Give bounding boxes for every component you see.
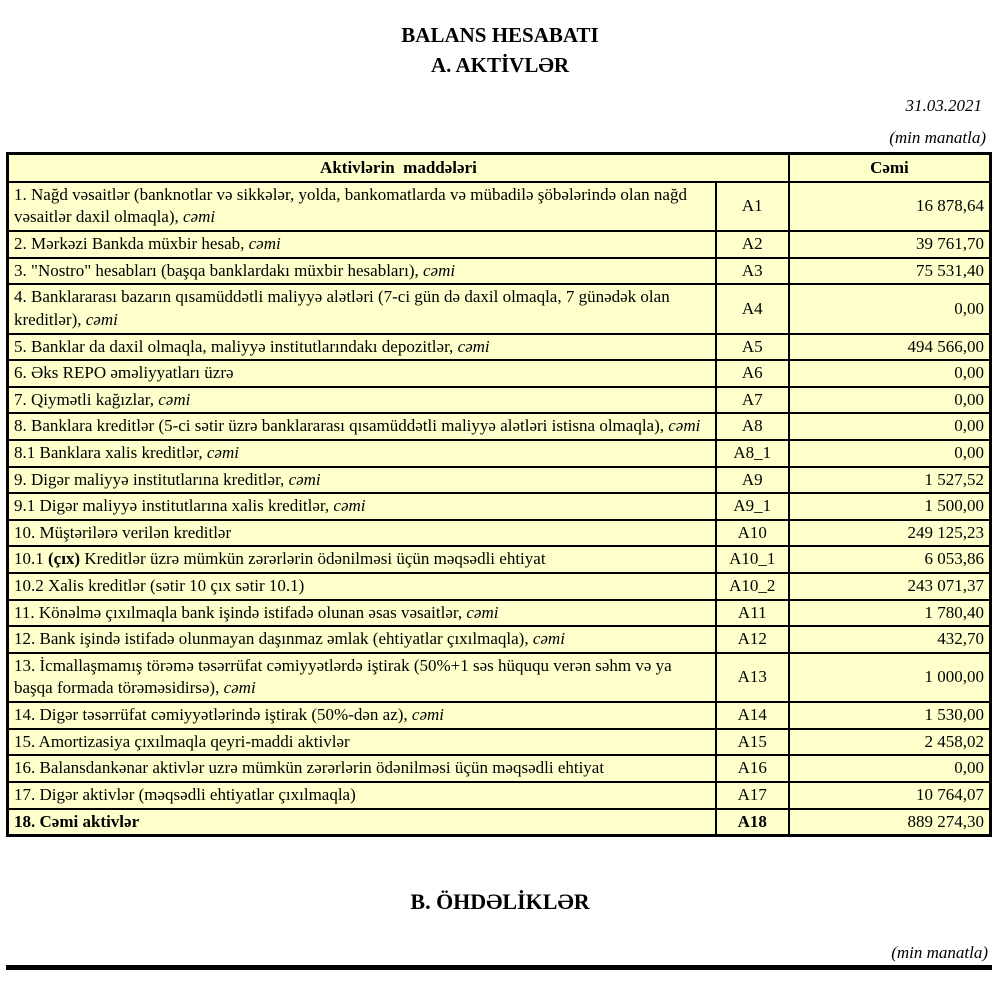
item-value-cell: 0,00 — [789, 755, 991, 782]
item-label-segment: 5. Banklar da daxil olmaqla, maliyyə institutlarındakı depozitlər, — [14, 336, 458, 356]
item-label-cell — [8, 755, 716, 782]
item-code-cell: A4 — [716, 284, 789, 333]
item-code-cell: A8 — [716, 413, 789, 440]
item-value-cell: 432,70 — [789, 626, 991, 653]
section-a-title: A. AKTİVLƏR — [430, 53, 570, 78]
item-value-cell: 1 780,40 — [789, 600, 991, 627]
item-code-cell: A8_1 — [716, 440, 789, 467]
item-value-cell: 6 053,86 — [789, 546, 991, 573]
table-row — [8, 702, 991, 729]
item-value-cell: 0,00 — [789, 413, 991, 440]
item-code-cell: A6 — [716, 360, 789, 387]
item-label-cell — [8, 387, 716, 414]
liabilities-table-top-border — [6, 965, 992, 970]
item-code-cell: A10_1 — [716, 546, 789, 573]
item-label-cell — [8, 729, 716, 756]
item-label-cell — [8, 231, 716, 258]
item-label-segment: 18. Cəmi aktivlər — [14, 811, 140, 831]
item-label-cell — [8, 182, 716, 231]
item-label-segment: cəmi — [333, 496, 366, 516]
item-label-segment: Kreditlər üzrə mümkün zərərlərin ödənilməsi üçün məqsədli ehtiyat — [80, 549, 546, 569]
table-row — [8, 258, 991, 285]
table-row — [8, 600, 991, 627]
item-value-cell: 10 764,07 — [789, 782, 991, 809]
report-date: 31.03.2021 — [905, 95, 982, 115]
table-row — [8, 546, 991, 573]
item-label-cell — [8, 360, 716, 387]
item-label-segment: 9.1 Digər maliyyə institutlarına xalis kreditlər, — [14, 496, 334, 516]
item-label-segment: 6. Əks REPO əməliyyatları üzrə — [14, 363, 234, 383]
item-label-segment: 13. İcmallaşmamış törəmə təsərrüfat cəmiyyətlərdə iştirak (50%+1 səs hüququ verən səhm və ya başqa formada törəməsidirsə), — [14, 655, 672, 698]
table-row — [8, 467, 991, 494]
assets-table-header-row — [8, 153, 991, 182]
table-row — [8, 809, 991, 836]
assets-table — [6, 152, 992, 837]
item-value-cell: 1 530,00 — [789, 702, 991, 729]
item-code-cell: A9 — [716, 467, 789, 494]
table-row — [8, 782, 991, 809]
item-value-cell: 494 566,00 — [789, 334, 991, 361]
item-label-segment: cəmi — [223, 678, 256, 698]
item-value-cell: 243 071,37 — [789, 573, 991, 600]
item-label-cell — [8, 702, 716, 729]
item-label-segment: cəmi — [85, 309, 118, 329]
item-label-segment: 12. Bank işində istifadə olunmayan daşınmaz əmlak (ehtiyatlar çıxılmaqla), — [14, 629, 533, 649]
item-label-cell — [8, 520, 716, 547]
report-title: BALANS HESABATI — [401, 23, 599, 47]
table-row — [8, 520, 991, 547]
item-value-cell: 889 274,30 — [789, 809, 991, 836]
item-code-cell: A18 — [716, 809, 789, 836]
assets-table-body — [8, 182, 991, 836]
item-code-cell: A15 — [716, 729, 789, 756]
table-row — [8, 653, 991, 702]
item-label-cell — [8, 573, 716, 600]
item-label-segment: cəmi — [466, 602, 499, 622]
item-label-cell — [8, 493, 716, 520]
item-label-cell — [8, 782, 716, 809]
table-row — [8, 231, 991, 258]
item-value-cell: 75 531,40 — [789, 258, 991, 285]
item-code-cell: A17 — [716, 782, 789, 809]
item-code-cell: A11 — [716, 600, 789, 627]
item-label-cell — [8, 546, 716, 573]
item-label-segment: cəmi — [423, 260, 456, 280]
item-label-segment: cəmi — [532, 629, 565, 649]
item-value-cell: 16 878,64 — [789, 182, 991, 231]
item-label-segment: 10.1 — [14, 549, 48, 569]
item-label-segment: 15. Amortizasiya çıxılmaqla qeyri-maddi aktivlər — [14, 731, 350, 751]
item-code-cell: A10_2 — [716, 573, 789, 600]
item-label-segment: 4. Banklararası bazarın qısamüddətli maliyyə alətləri (7-ci gün də daxil olmaqla, 7 günədək olan kreditlər), — [14, 287, 670, 329]
item-label-segment: cəmi — [288, 469, 321, 489]
item-label-segment: cəmi — [248, 234, 281, 254]
item-label-cell — [8, 626, 716, 653]
item-value-cell: 39 761,70 — [789, 231, 991, 258]
item-label-cell — [8, 284, 716, 333]
table-row — [8, 755, 991, 782]
table-row — [8, 440, 991, 467]
unit-note-b: (min manatla) — [891, 943, 988, 963]
item-label-cell — [8, 440, 716, 467]
table-row — [8, 493, 991, 520]
items-column-header: Aktivlərin maddələri — [8, 153, 789, 182]
item-label-segment: 11. Könəlmə çıxılmaqla bank işində istifadə olunan əsas vəsaitlər, — [14, 602, 467, 622]
item-label-cell — [8, 600, 716, 627]
item-label-segment: cəmi — [457, 336, 490, 356]
item-label-segment: cəmi — [183, 207, 216, 227]
item-label-segment: 8. Banklara kreditlər (5-ci sətir üzrə banklararası qısamüddətli maliyyə alətləri istisna olmaqla), — [14, 416, 669, 436]
item-label-segment: 14. Digər təsərrüfat cəmiyyətlərində iştirak (50%-dən az), — [14, 705, 412, 725]
item-label-segment: cəmi — [668, 416, 701, 436]
item-value-cell: 1 500,00 — [789, 493, 991, 520]
item-code-cell: A16 — [716, 755, 789, 782]
table-row — [8, 387, 991, 414]
item-label-segment: 10.2 Xalis kreditlər (sətir 10 çıx sətir 10.1) — [14, 576, 305, 596]
item-label-cell — [8, 653, 716, 702]
item-label-segment: cəmi — [158, 389, 191, 409]
item-label-cell — [8, 809, 716, 836]
item-value-cell: 0,00 — [789, 440, 991, 467]
item-value-cell: 0,00 — [789, 360, 991, 387]
item-label-segment: 17. Digər aktivlər (məqsədli ehtiyatlar çıxılmaqla) — [14, 784, 356, 804]
item-code-cell: A2 — [716, 231, 789, 258]
item-code-cell: A9_1 — [716, 493, 789, 520]
document-header — [0, 20, 1000, 81]
section-b-title: B. ÖHDƏLİKLƏR — [410, 889, 590, 915]
item-label-cell — [8, 413, 716, 440]
unit-note-a: (min manatla) — [889, 127, 986, 147]
item-code-cell: A14 — [716, 702, 789, 729]
table-row — [8, 182, 991, 231]
table-row — [8, 626, 991, 653]
item-label-segment: 16. Balansdankənar aktivlər uzrə mümkün zərərlərin ödənilməsi üçün məqsədli ehtiyat — [14, 758, 605, 778]
table-row — [8, 573, 991, 600]
total-column-header: Cəmi — [789, 153, 991, 182]
item-value-cell: 0,00 — [789, 284, 991, 333]
item-value-cell: 249 125,23 — [789, 520, 991, 547]
table-row — [8, 334, 991, 361]
item-value-cell: 2 458,02 — [789, 729, 991, 756]
item-code-cell: A3 — [716, 258, 789, 285]
item-label-segment: 2. Mərkəzi Bankda müxbir hesab, — [14, 234, 249, 254]
item-label-segment: 1. Nağd vəsaitlər (banknotlar və sikkələr, yolda, bankomatlarda və mübadilə şöbələrində olan nağd vəsaitlər daxil olmaqla), — [14, 184, 687, 227]
item-code-cell: A1 — [716, 182, 789, 231]
item-label-segment: cəmi — [206, 442, 239, 462]
item-label-segment: 3. "Nostro" hesabları (başqa banklardakı müxbir hesabları), — [14, 260, 424, 280]
item-code-cell: A5 — [716, 334, 789, 361]
item-value-cell: 0,00 — [789, 387, 991, 414]
item-code-cell: A7 — [716, 387, 789, 414]
item-value-cell: 1 527,52 — [789, 467, 991, 494]
table-row — [8, 729, 991, 756]
item-code-cell: A10 — [716, 520, 789, 547]
item-label-cell — [8, 467, 716, 494]
item-label-segment: 8.1 Banklara xalis kreditlər, — [14, 442, 207, 462]
item-label-segment: cəmi — [411, 705, 445, 725]
item-label-segment: 7. Qiymətli kağızlar, — [14, 389, 159, 409]
item-label-segment: 10. Müştərilərə verilən kreditlər — [14, 522, 232, 542]
item-value-cell: 1 000,00 — [789, 653, 991, 702]
item-label-segment: 9. Digər maliyyə institutlarına kreditlər, — [14, 469, 289, 489]
table-row — [8, 413, 991, 440]
item-label-cell — [8, 334, 716, 361]
item-code-cell: A12 — [716, 626, 789, 653]
table-row — [8, 360, 991, 387]
item-code-cell: A13 — [716, 653, 789, 702]
table-row — [8, 284, 991, 333]
item-label-cell — [8, 258, 716, 285]
item-label-segment: (çıx) — [48, 549, 81, 569]
